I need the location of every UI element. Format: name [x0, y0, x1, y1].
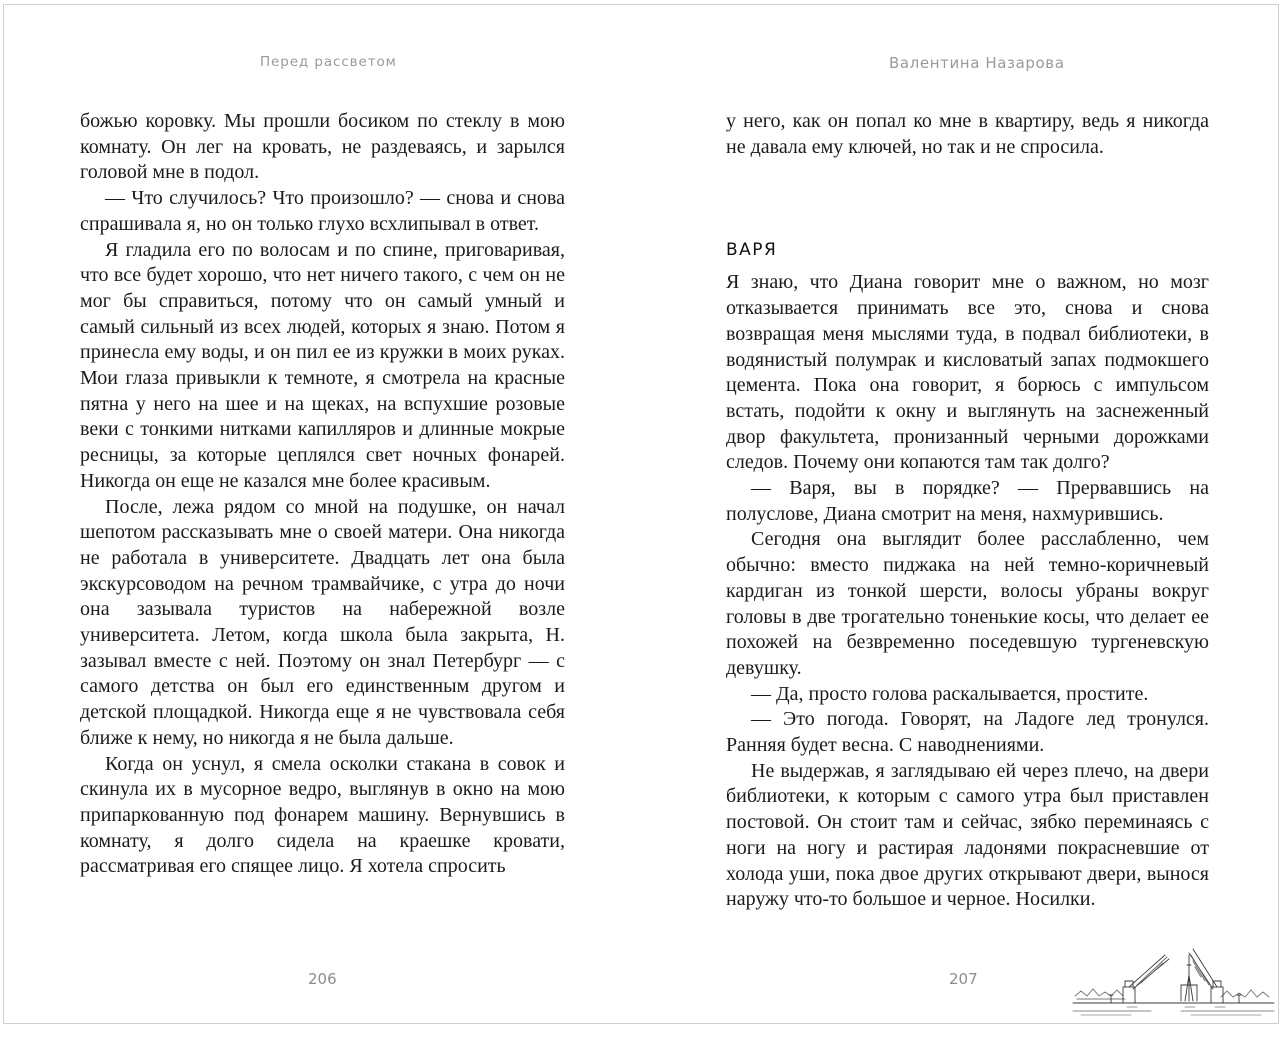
right-page — [642, 5, 1280, 1023]
bridge-sketch-illustration — [1071, 941, 1276, 1021]
paragraph: — Да, просто голова раскалывается, простите. — [751, 682, 1149, 705]
book-spread — [3, 4, 1279, 1024]
continuation-paragraph: у него, как он попал ко мне в квартиру, ведь я никогда не давала ему ключей, но так и не спросила. — [726, 110, 1209, 158]
left-page-body — [80, 109, 565, 880]
paragraph: Не выдержав, я заглядываю ей через плечо, на двери библиотеки, к которым с самого утра был приставлен постовой. Он стоит там и сейчас, зябко переминаясь с ноги на ногу и растирая ладонями покрасневшие от холода уши, пока двое других открывают двери, вынося наружу что-то большое и черное. Носилки. — [726, 759, 1209, 911]
right-page-body — [726, 109, 1209, 913]
left-page — [4, 5, 642, 1023]
paragraph: божью коровку. Мы прошли босиком по стеклу в мою комнату. Он лег на кровать, не раздеваясь, и зарылся головой мне в подол. — [80, 110, 565, 184]
section-gap — [726, 160, 1209, 237]
paragraph: — Это погода. Говорят, на Ладоге лед тронулся. Ранняя будет весна. С наводнениями. — [726, 708, 1209, 757]
running-head-left: Перед рассветом — [260, 54, 397, 70]
chapter-heading: ВАРЯ — [726, 240, 778, 261]
running-head-right: Валентина Назарова — [889, 54, 1065, 72]
paragraph: Сегодня она выглядит более расслабленно, чем обычно: вместо пиджака на ней темно-коричневый кардиган из тонкой шерсти, волосы убраны вокруг головы в две трогательно тоненькие косы, что делает ее похожей на безвременно поседевшую тургеневскую девушку. — [726, 528, 1209, 679]
paragraph: — Варя, вы в порядке? — Прервавшись на полуслове, Диана смотрит на меня, нахмурившись. — [726, 477, 1209, 525]
paragraph: После, лежа рядом со мной на подушке, он начал шепотом рассказывать мне о своей матери. Она никогда не работала в университете. Двадцать лет она была экскурсоводом на речном трамвайчике, с утра до ночи она зазывала туристов на набережной возле университета. Летом, когда школа была закрыта, Н. зазывал вместе с ней. Поэтому он знал Петербург — с самого детства он был его единственным другом и детской площадкой. Никогда еще я не чувствовала себя ближе к нему, но никогда я не была дальше. — [80, 495, 565, 749]
page-number-left: 206 — [308, 970, 337, 988]
paragraph: Когда он уснул, я смела осколки стакана в совок и скинула их в мусорное ведро, выглянув в окно на мою припаркованную под фонарем машину. Вернувшись в комнату, я долго сидела на краешке кровати, рассматривая его спящее лицо. Я хотела спросить — [80, 752, 565, 878]
paragraph: — Что случилось? Что произошло? — снова и снова спрашивала я, но он только глухо всхлипывал в ответ. — [80, 187, 565, 235]
paragraph: Я знаю, что Диана говорит мне о важном, но мозг отказывается принимать все это, снова и снова возвращая меня мыслями туда, в подвал библиотеки, в водянистый полумрак и кисловатый запах подмокшего цемента. Пока она говорит, я борюсь с импульсом встать, подойти к окну и выглянуть на заснеженный двор факультета, пронизанный черными дорожками следов. Почему они копаются там так долго? — [726, 271, 1209, 474]
paragraph: Я гладила его по волосам и по спине, приговаривая, что все будет хорошо, что нет ничего такого, с чем он не мог бы справиться, потому что он самый умный и самый сильный из всех людей, которых я знаю. Потом я принесла ему воды, и он пил ее из кружки в моих руках. Мои глаза привыкли к темноте, я смотрела на красные пятна у него на шее и на щеках, на вспухшие розовые веки с тонкими нитками капилляров и длинные мокрые ресницы, за которые цеплялся свет ночных фонарей. Никогда он еще не казался мне более красивым. — [80, 238, 565, 492]
page-number-right: 207 — [949, 970, 978, 988]
